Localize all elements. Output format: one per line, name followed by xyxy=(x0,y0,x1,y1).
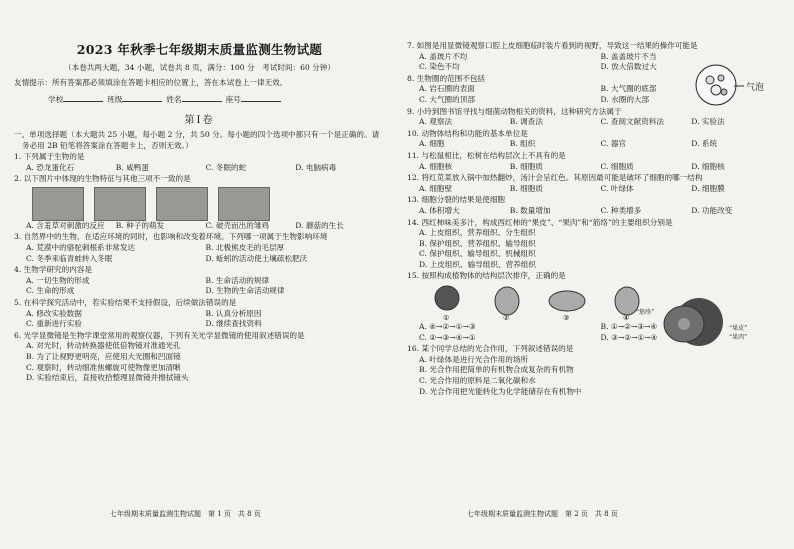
option-a: A. 细胞 xyxy=(419,139,445,149)
question-text: 13. 细胞分裂的结果是使细胞 xyxy=(407,195,506,205)
option-b: B. 保护组织、营养组织、输导组织 xyxy=(419,238,536,248)
option-d: D. 生物的生命活动规律 xyxy=(205,286,285,296)
option-list xyxy=(407,228,782,270)
option-b: B. 细胞质 xyxy=(509,161,543,171)
tomato-core xyxy=(678,318,690,330)
option-d: D. 蘑菇的生长 xyxy=(295,220,344,230)
tomato-figure xyxy=(634,290,784,350)
question-q9 xyxy=(407,107,782,128)
option-list xyxy=(407,139,782,150)
option-a: A. 恐龙蛋化石 xyxy=(26,162,75,172)
footer-left: 七年级期末质量监测生物试题 第 1 页 共 8 页 xyxy=(110,510,261,518)
option-b: B. 认真分析原因 xyxy=(205,308,262,318)
figure-number-label: ④ xyxy=(623,314,630,323)
option-list xyxy=(14,276,385,297)
option-a: A. 叶绿体是进行光合作用的场所 xyxy=(419,354,529,364)
option-a: A. 荒漠中的骆驼刺根系非常发达 xyxy=(26,242,136,252)
option-c: C. 冬季来临青蛙转入冬眠 xyxy=(26,253,113,263)
option-b: B. 为了让视野更明亮，应使用大光圈和凹面镜 xyxy=(26,351,181,361)
option-a: A. 对光时，转动转换器使低倍物镜对准通光孔 xyxy=(26,341,181,351)
option-d: D. 实验结束后，直接收拾整理显微镜并擦拭镜头 xyxy=(26,373,189,383)
field-seat: 座号 xyxy=(226,93,281,105)
option-d: D. 放大倍数过大 xyxy=(600,62,657,72)
option-c: C. 叶绿体 xyxy=(600,183,634,193)
option-d: D. 上皮组织、输导组织、营养组织 xyxy=(419,259,536,269)
label-jinluo: “筋络” xyxy=(636,309,655,316)
tissue-figure xyxy=(485,284,529,322)
option-d: D. 继续查找资料 xyxy=(205,319,262,329)
option-b: B. 数量增加 xyxy=(509,205,551,215)
option-list xyxy=(407,206,782,217)
question-q5 xyxy=(14,298,385,330)
question-q3 xyxy=(14,232,385,264)
question-text: 14. 西红柿味美多汁，构成西红柿的“果皮”、“果肉”和“筋络”的主要组织分别是 xyxy=(407,217,673,227)
option-b: B. 组织 xyxy=(509,139,536,149)
option-d: D. ③→②→①→④ xyxy=(600,332,658,342)
option-list xyxy=(14,341,385,383)
option-c: C. 大气圈的顶部 xyxy=(419,94,475,104)
footer-right: 七年级期末质量监测生物试题 第 2 页 共 8 页 xyxy=(467,510,618,518)
question-text: 5. 在科学探究活动中，若实验结果不支持假设，后续做法错误的是 xyxy=(14,297,237,307)
option-d: D. 细胞核 xyxy=(691,161,725,171)
option-a: A. ④→②→①→③ xyxy=(419,322,476,332)
option-a: A. 含羞草对刺激的反应 xyxy=(26,220,105,230)
option-photo xyxy=(156,187,208,221)
question-text: 11. 与松鼠相比，松树在结构层次上不具有的是 xyxy=(407,150,566,160)
option-list xyxy=(407,162,782,173)
option-d: D. 系统 xyxy=(691,139,718,149)
section-title: 第Ⅰ卷 xyxy=(184,115,215,126)
question-text: 3. 自然界中的生物，在适应环境的同时，也影响和改变着环境。下列哪一项属于生物影响环境 xyxy=(14,232,328,242)
left-question-list xyxy=(14,152,385,384)
option-list xyxy=(407,355,782,397)
option-photo xyxy=(94,187,146,221)
option-list xyxy=(14,309,385,330)
question-q6 xyxy=(14,331,385,384)
field-class: 班级 xyxy=(107,93,162,105)
option-b: B. 种子的萌发 xyxy=(115,220,165,230)
option-d: D. 细胞膜 xyxy=(691,183,725,193)
cell-3 xyxy=(721,89,727,95)
microscope-view-figure xyxy=(694,62,766,108)
option-list xyxy=(14,163,385,174)
instructions: 一、单项选择题（本大题共 25 小题，每小题 2 分，共 50 分。每小题的四个选项中都只有一个是正确的。请务必用 2B 铅笔将答案涂在答题卡上，否则无效。） xyxy=(14,130,380,150)
label-guorou: “果肉” xyxy=(729,334,748,341)
option-b: B. 调查法 xyxy=(509,117,543,127)
question-text: 12. 将红苋菜放入锅中加热翻炒，汤汁会呈红色。其原因最可能是破坏了细胞的哪一结构 xyxy=(407,173,703,183)
option-b: B. 大气圈的底部 xyxy=(600,84,657,94)
cell-2 xyxy=(718,75,724,81)
question-image-row xyxy=(14,187,385,221)
option-list xyxy=(14,243,385,264)
option-c: C. 器官 xyxy=(600,139,627,149)
figure-number-label: ③ xyxy=(563,314,570,323)
option-c: C. 查阅文献资料法 xyxy=(600,117,665,127)
option-list xyxy=(14,221,385,232)
option-b: B. 光合作用把简单的有机物合成复杂的有机物 xyxy=(419,365,574,375)
exam-subtitle: （本卷共两大题，34 小题，试卷共 8 页，满分：100 分 考试时间：60 分钟） xyxy=(64,63,335,72)
option-d: D. 电脑病毒 xyxy=(295,162,337,172)
question-q14 xyxy=(407,218,782,271)
student-info-fields xyxy=(14,93,385,105)
exam-title: 2023 年秋季七年级期末质量监测生物试题 xyxy=(76,42,323,57)
option-c: C. 生命的形成 xyxy=(26,286,75,296)
option-b: B. 细胞质 xyxy=(509,183,543,193)
question-q13 xyxy=(407,195,782,216)
option-photo xyxy=(218,187,270,221)
question-text: 6. 光学显微镜是生物学课堂常用的观察仪器，下列有关光学显微镜的使用叙述错误的是 xyxy=(14,330,305,340)
field-school: 学校 xyxy=(48,93,103,105)
option-d: D. 实验法 xyxy=(691,117,725,127)
option-list xyxy=(407,117,782,128)
question-text: 8. 生物圈的范围不包括 xyxy=(407,73,486,83)
tree-figure xyxy=(425,284,469,322)
question-q12 xyxy=(407,173,782,194)
option-a: A. 细胞核 xyxy=(419,161,453,171)
option-c: C. 种类增多 xyxy=(600,205,642,215)
option-a: A. 上皮组织、营养组织、分生组织 xyxy=(419,228,536,238)
option-a: A. 细胞壁 xyxy=(419,183,453,193)
exam-tips: 友情提示：所有答案都必须填涂在答题卡相应的位置上，答在本试卷上一律无效。 xyxy=(14,78,288,87)
question-q2 xyxy=(14,174,385,231)
option-c: C. 染色不均 xyxy=(419,62,460,72)
option-b: B. 咸鸭蛋 xyxy=(115,162,149,172)
bubble-label: 气泡 xyxy=(746,83,765,93)
question-text: 7. 如图是用显微镜观察口腔上皮细胞临时装片看到的视野，导致这一结果的操作可能是 xyxy=(407,41,698,50)
question-text: 4. 生物学研究的内容是 xyxy=(14,265,93,275)
option-c: C. 破壳而出的雏鸡 xyxy=(205,220,270,230)
option-a: A. 一切生物的形成 xyxy=(26,275,90,285)
option-a: A. 观察法 xyxy=(419,117,453,127)
option-c: C. 重新进行实验 xyxy=(26,319,82,329)
question-q16 xyxy=(407,344,782,397)
option-b: B. 盖盖玻片不当 xyxy=(600,51,657,61)
question-q4 xyxy=(14,265,385,297)
field-name: 姓名 xyxy=(166,93,221,105)
option-c: C. 光合作用的原料是二氧化碳和水 xyxy=(419,376,536,386)
option-d: D. 水圈的大部 xyxy=(600,94,650,104)
option-list xyxy=(407,184,782,195)
option-d: D. 光合作用把光能转化为化学能储存在有机物中 xyxy=(419,386,582,396)
figure-number-label: ① xyxy=(443,314,450,323)
option-d: D. 蚯蚓的活动使土壤疏松肥沃 xyxy=(205,253,308,263)
option-a: A. 盖玻片不均 xyxy=(419,51,468,61)
option-b: B. 生命活动的规律 xyxy=(205,275,270,285)
option-photo xyxy=(32,187,84,221)
option-b: B. ①→②→③→④ xyxy=(600,322,658,332)
option-a: A. 岩石圈的表面 xyxy=(419,84,475,94)
question-text: 10. 动物体结构和功能的基本单位是 xyxy=(407,128,528,138)
option-c: C. 观察时，转动细准焦螺旋可使物像更加清晰 xyxy=(26,362,181,372)
question-q11 xyxy=(407,151,782,172)
option-c: C. 冬眠的蛇 xyxy=(205,162,247,172)
option-a: A. 体积增大 xyxy=(419,205,460,215)
question-text: 2. 以下图片中体现的生物特征与其他三项不一致的是 xyxy=(14,174,191,184)
figure-number-label: ② xyxy=(503,314,510,323)
question-text: 15. 按照构成植物体的结构层次排序，正确的是 xyxy=(407,271,566,281)
cell-1 xyxy=(706,76,714,84)
right-page xyxy=(397,0,794,549)
bubble xyxy=(711,85,721,95)
option-b: B. 北极熊皮毛的毛层厚 xyxy=(205,242,285,252)
option-a: A. 修改实验数据 xyxy=(26,308,82,318)
question-q10 xyxy=(407,129,782,150)
option-c: C. 保护组织、输导组织、机械组织 xyxy=(419,249,536,259)
question-q1 xyxy=(14,152,385,173)
option-c: C. 细胞质 xyxy=(600,161,634,171)
label-guopi: “果皮” xyxy=(729,325,748,332)
question-text: 16. 某个同学总结的光合作用，下列叙述错误的是 xyxy=(407,344,574,354)
option-c: C. ②→③→④→① xyxy=(419,332,476,342)
question-text: 1. 下列属于生物的是 xyxy=(14,152,85,161)
option-d: D. 功能改变 xyxy=(691,205,733,215)
leaf-figure xyxy=(545,284,589,322)
question-text: 9. 小玲到图书馆寻找与细菌动物相关的资料，这种研究方法属于 xyxy=(407,106,622,116)
